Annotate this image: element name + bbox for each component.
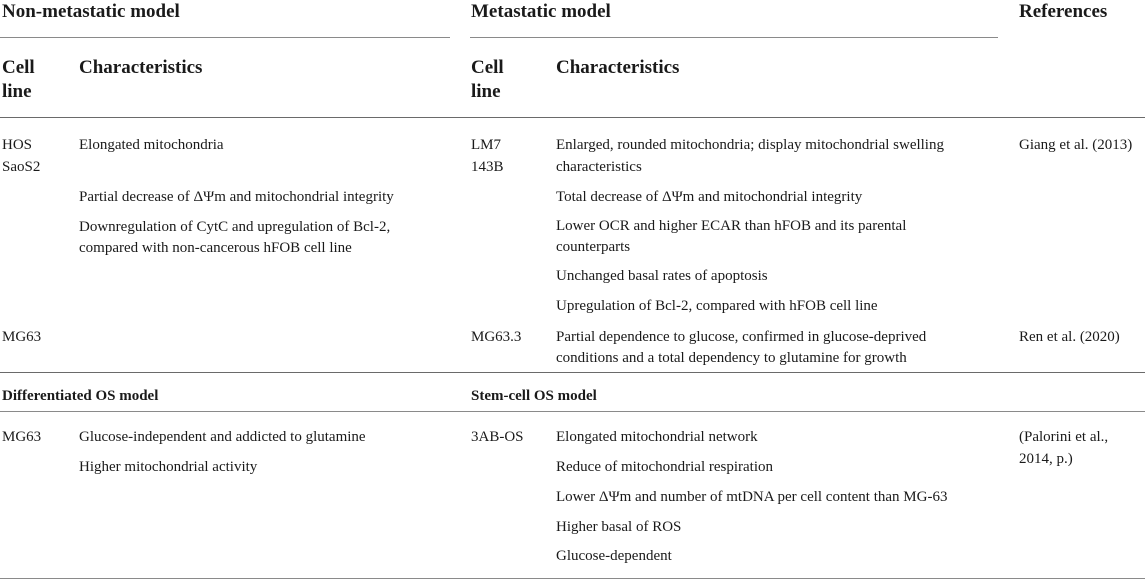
cell-line-saos2: SaoS2 (2, 159, 41, 175)
divider-section-2 (0, 372, 1145, 373)
characteristic-text: compared with non-cancerous hFOB cell line (79, 240, 352, 256)
reference-ren: Ren et al. (2020) (1019, 329, 1120, 345)
characteristic-text: Higher basal of ROS (556, 519, 682, 535)
characteristic-text: Elongated mitochondria (79, 137, 224, 153)
characteristic-text: Partial dependence to glucose, confirmed in glucose-deprived (556, 329, 927, 345)
cell-line-mg63: MG63 (2, 329, 42, 345)
header-non-metastatic: Non-metastatic model (2, 1, 180, 22)
header-references: References (1019, 1, 1108, 22)
reference-giang: Giang et al. (2013) (1019, 137, 1133, 153)
characteristic-text: Glucose-independent and addicted to glutamine (79, 429, 366, 445)
characteristic-text: Elongated mitochondrial network (556, 429, 758, 445)
characteristic-text: Unchanged basal rates of apoptosis (556, 268, 768, 284)
characteristic-text: Glucose-dependent (556, 548, 672, 564)
characteristic-text: Partial decrease of ΔΨm and mitochondrial integrity (79, 189, 394, 205)
subheader-cell-line-left-2: line (2, 81, 32, 102)
section-title-differentiated: Differentiated OS model (2, 388, 159, 404)
divider-right (470, 37, 998, 38)
reference-palorini-2: 2014, p.) (1019, 451, 1073, 467)
characteristic-text: Upregulation of Bcl-2, compared with hFOB cell line (556, 298, 878, 314)
characteristic-text: Higher mitochondrial activity (79, 459, 258, 475)
characteristic-text: Total decrease of ΔΨm and mitochondrial integrity (556, 189, 863, 205)
divider-left (0, 37, 450, 38)
divider-table-bottom (0, 578, 1145, 579)
characteristic-text: Lower ΔΨm and number of mtDNA per cell content than MG-63 (556, 489, 948, 505)
characteristic-text: counterparts (556, 239, 631, 255)
cell-line-hos: HOS (2, 137, 33, 153)
subheader-cell-line-right-1: Cell (471, 57, 504, 78)
characteristic-text: conditions and a total dependency to glutamine for growth (556, 350, 907, 366)
characteristic-text: Reduce of mitochondrial respiration (556, 459, 774, 475)
characteristic-text: Enlarged, rounded mitochondria; display mitochondrial swelling (556, 137, 944, 153)
reference-palorini-1: (Palorini et al., (1019, 429, 1109, 445)
cell-line-3ab-os: 3AB-OS (471, 429, 524, 445)
characteristic-text: characteristics (556, 159, 642, 175)
cell-line-mg63-diff: MG63 (2, 429, 42, 445)
characteristic-text: Downregulation of CytC and upregulation of Bcl-2, (79, 219, 391, 235)
cell-line-143b: 143B (471, 159, 504, 175)
divider-header-bottom (0, 117, 1145, 118)
subheader-cell-line-right-2: line (471, 81, 501, 102)
cell-line-mg63-3: MG63.3 (471, 329, 522, 345)
characteristic-text: Lower OCR and higher ECAR than hFOB and its parental (556, 218, 907, 234)
header-metastatic: Metastatic model (471, 1, 611, 22)
cell-line-lm7: LM7 (471, 137, 501, 153)
divider-section-2-header (0, 411, 1145, 412)
subheader-cell-line-left-1: Cell (2, 57, 35, 78)
section-title-stem-cell: Stem-cell OS model (471, 388, 597, 404)
subheader-characteristics-right: Characteristics (556, 57, 680, 78)
subheader-characteristics-left: Characteristics (79, 57, 203, 78)
